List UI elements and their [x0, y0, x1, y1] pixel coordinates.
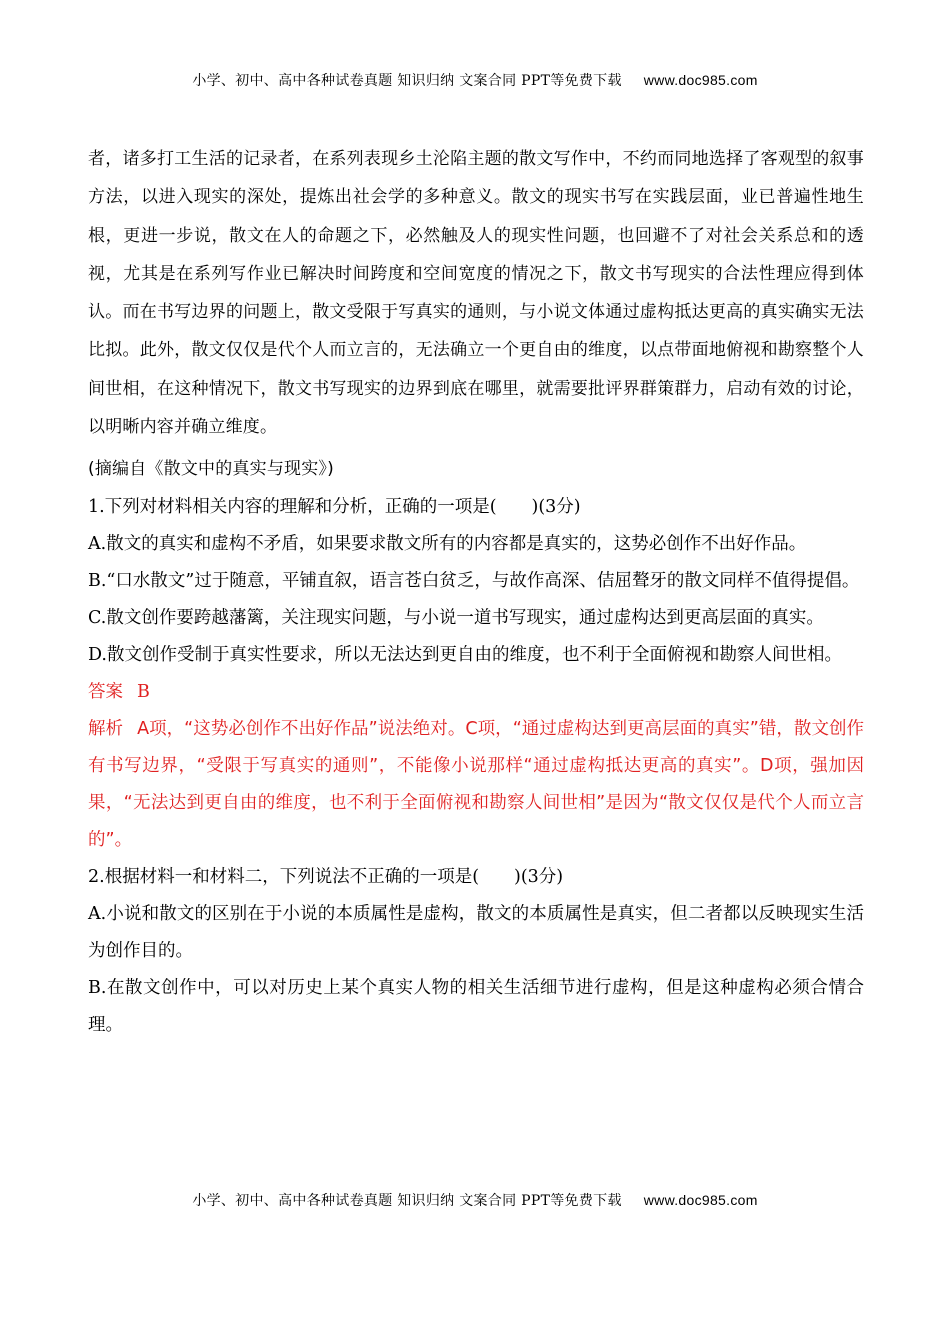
- passage-source: (摘编自《散文中的真实与现实》): [88, 459, 334, 480]
- question-1-option-a: A.散文的真实和虚构不矛盾，如果要求散文所有的内容都是真实的，这势必创作不出好作品。: [88, 533, 807, 554]
- question-1: [88, 489, 864, 859]
- answer-value: B: [137, 681, 150, 702]
- question-1-option-d: D.散文创作受制于真实性要求，所以无法达到更自由的维度，也不利于全面俯视和勘察人间世相。: [88, 644, 842, 665]
- footer-text: 小学、初中、高中各种试卷真题 知识归纳 文案合同 PPT等免费下载: [192, 1193, 622, 1209]
- analysis-label: 解析: [88, 718, 124, 739]
- question-1-stem: 1.下列对材料相关内容的理解和分析，正确的一项是( )(3分): [88, 496, 581, 517]
- question-1-answer: [88, 674, 864, 711]
- question-2-stem: 2.根据材料一和材料二，下列说法不正确的一项是( )(3分): [88, 866, 564, 887]
- question-2-option-a: A.小说和散文的区别在于小说的本质属性是虚构，散文的本质属性是真实，但二者都以反映现实生活为创作目的。: [88, 903, 864, 961]
- question-1-analysis: [88, 711, 864, 859]
- header-text: 小学、初中、高中各种试卷真题 知识归纳 文案合同 PPT等免费下载: [192, 73, 622, 89]
- question-2-option-b: B.在散文创作中，可以对历史上某个真实人物的相关生活细节进行虚构，但是这种虚构必须合情合理。: [88, 977, 864, 1035]
- question-2: [88, 859, 864, 1044]
- page-footer: [0, 1190, 950, 1210]
- passage-text: 者，诸多打工生活的记录者，在系列表现乡土沦陷主题的散文写作中，不约而同地选择了客观型的叙事方法，以进入现实的深处，提炼出社会学的多种意义。散文的现实书写在实践层面，业已普遍性地生根，更进一步说，散文在人的命题之下，必然触及人的现实性问题，也回避不了对社会关系总和的透视，尤其是在系列写作业已解决时间跨度和空间宽度的情况之下，散文书写现实的合法性理应得到体认。而在书写边界的问题上，散文受限于写真实的通则，与小说文体通过虚构抵达更高的真实确实无法比拟。此外，散文仅仅是代个人而立言的，无法确立一个更自由的维度，以点带面地俯视和勘察整个人间世相，在这种情况下，散文书写现实的边界到底在哪里，就需要批评界群策群力，启动有效的讨论，以明晰内容并确立维度。: [88, 149, 864, 438]
- content-body: [88, 140, 864, 1044]
- question-1-option-b: B.“口水散文”过于随意，平铺直叙，语言苍白贫乏，与故作高深、佶屈聱牙的散文同样不值得提倡。: [88, 570, 860, 591]
- question-1-option-c: C.散文创作要跨越藩篱，关注现实问题，与小说一道书写现实，通过虚构达到更高层面的真实。: [88, 607, 824, 628]
- answer-label: 答案: [88, 681, 123, 702]
- analysis-text: A项，“这势必创作不出好作品”说法绝对。C项，“通过虚构达到更高层面的真实”错，散文创作有书写边界，“受限于写真实的通则”，不能像小说那样“通过虚构抵达更高的真实”。D项，强加因果，“无法达到更自由的维度，也不利于全面俯视和勘察人间世相”是因为“散文仅仅是代个人而立言的”。: [88, 718, 865, 850]
- footer-url[interactable]: www.doc985.com: [643, 1192, 758, 1208]
- page-header: [0, 70, 950, 90]
- header-url[interactable]: www.doc985.com: [643, 72, 758, 88]
- reading-passage: [88, 140, 864, 489]
